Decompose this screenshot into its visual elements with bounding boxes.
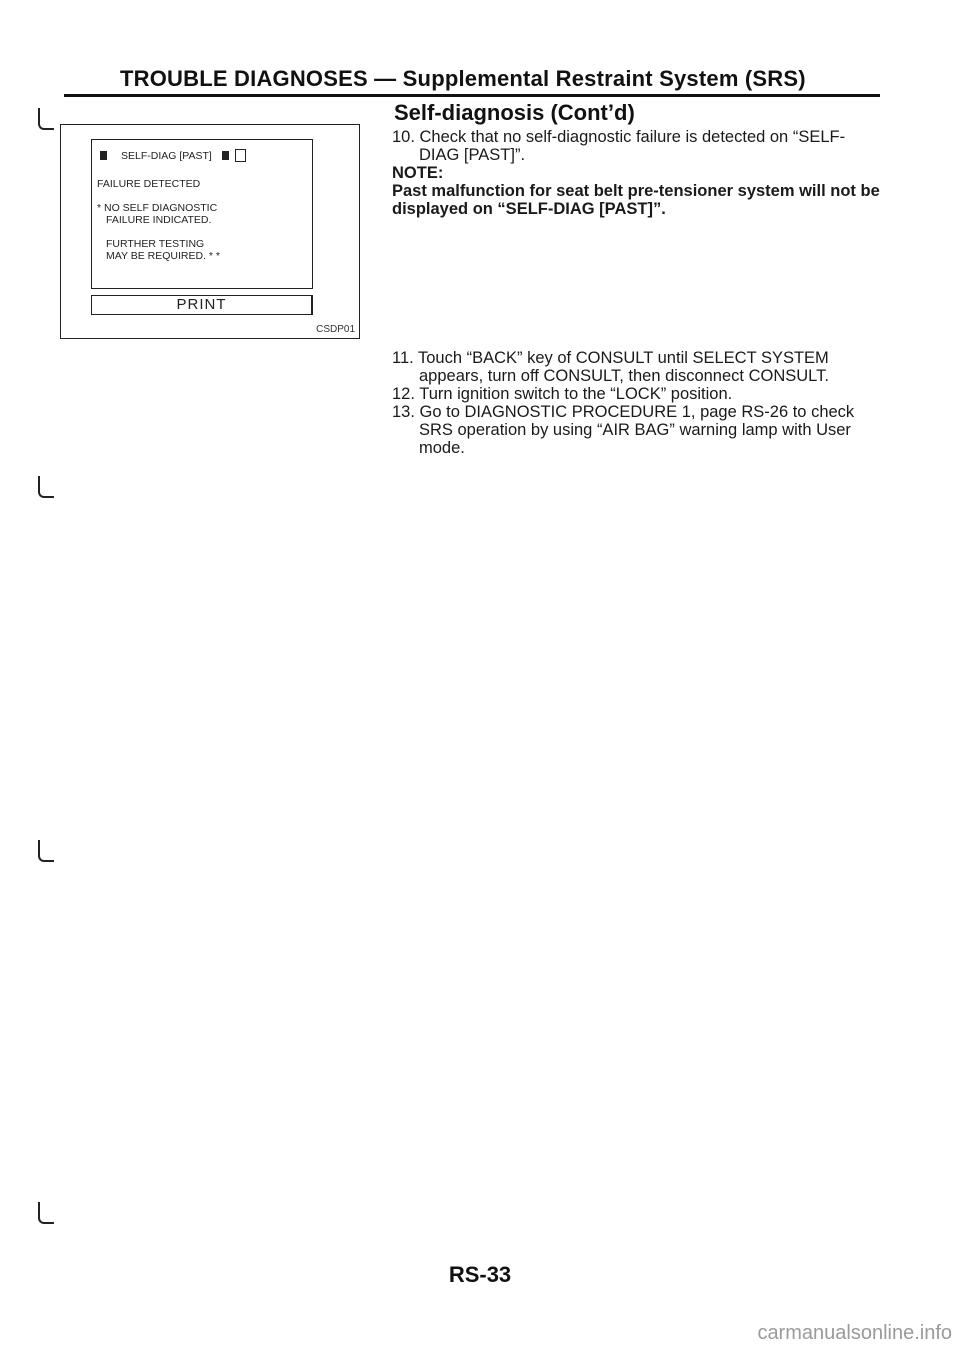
header-rule xyxy=(64,94,880,97)
steps-bottom-block xyxy=(392,349,880,457)
screen-line-no-self-diag: * NO SELF DIAGNOSTIC xyxy=(97,202,218,214)
step-11: 11. Touch “BACK” key of CONSULT until SELECT SYSTEM appears, turn off CONSULT, then disconnect CONSULT. xyxy=(392,349,829,385)
step-10: 10. Check that no self-diagnostic failure is detected on “SELF-DIAG [PAST]”. xyxy=(392,128,846,164)
binding-mark xyxy=(38,108,54,130)
note-heading: NOTE: xyxy=(392,164,444,182)
note-text: Past malfunction for seat belt pre-tensioner system will not be displayed on “SELF-DIAG [PAST]”. xyxy=(392,182,880,218)
screen-title-row xyxy=(100,149,246,162)
section-title: Self-diagnosis (Cont’d) xyxy=(394,100,635,125)
step-13: 13. Go to DIAGNOSTIC PROCEDURE 1, page RS-26 to check SRS operation by using “AIR BAG” warning lamp with User mode. xyxy=(392,403,855,457)
consult-display xyxy=(91,139,313,289)
binding-mark xyxy=(38,476,54,498)
page-header-title: TROUBLE DIAGNOSES — Supplemental Restraint System (SRS) xyxy=(120,66,806,91)
print-button[interactable]: PRINT xyxy=(91,295,313,315)
binding-mark xyxy=(38,1202,54,1224)
screen-title: SELF-DIAG [PAST] xyxy=(121,149,212,162)
screen-line-further-testing: FURTHER TESTING xyxy=(106,238,205,250)
steps-top-block xyxy=(392,128,880,218)
empty-square-icon xyxy=(235,149,246,162)
screen-line-failure-detected: FAILURE DETECTED xyxy=(97,178,201,190)
screen-line-may-be-required: MAY BE REQUIRED. * * xyxy=(106,250,220,262)
watermark: carmanualsonline.info xyxy=(757,1322,952,1344)
consult-screen-figure xyxy=(60,124,360,339)
filled-square-icon xyxy=(222,151,229,160)
binding-mark xyxy=(38,840,54,862)
figure-code: CSDP01 xyxy=(316,324,355,335)
step-12: 12. Turn ignition switch to the “LOCK” position. xyxy=(392,385,733,403)
screen-line-failure-indicated: FAILURE INDICATED. xyxy=(106,214,212,226)
page-number: RS-33 xyxy=(448,1262,512,1287)
filled-square-icon xyxy=(100,151,107,160)
